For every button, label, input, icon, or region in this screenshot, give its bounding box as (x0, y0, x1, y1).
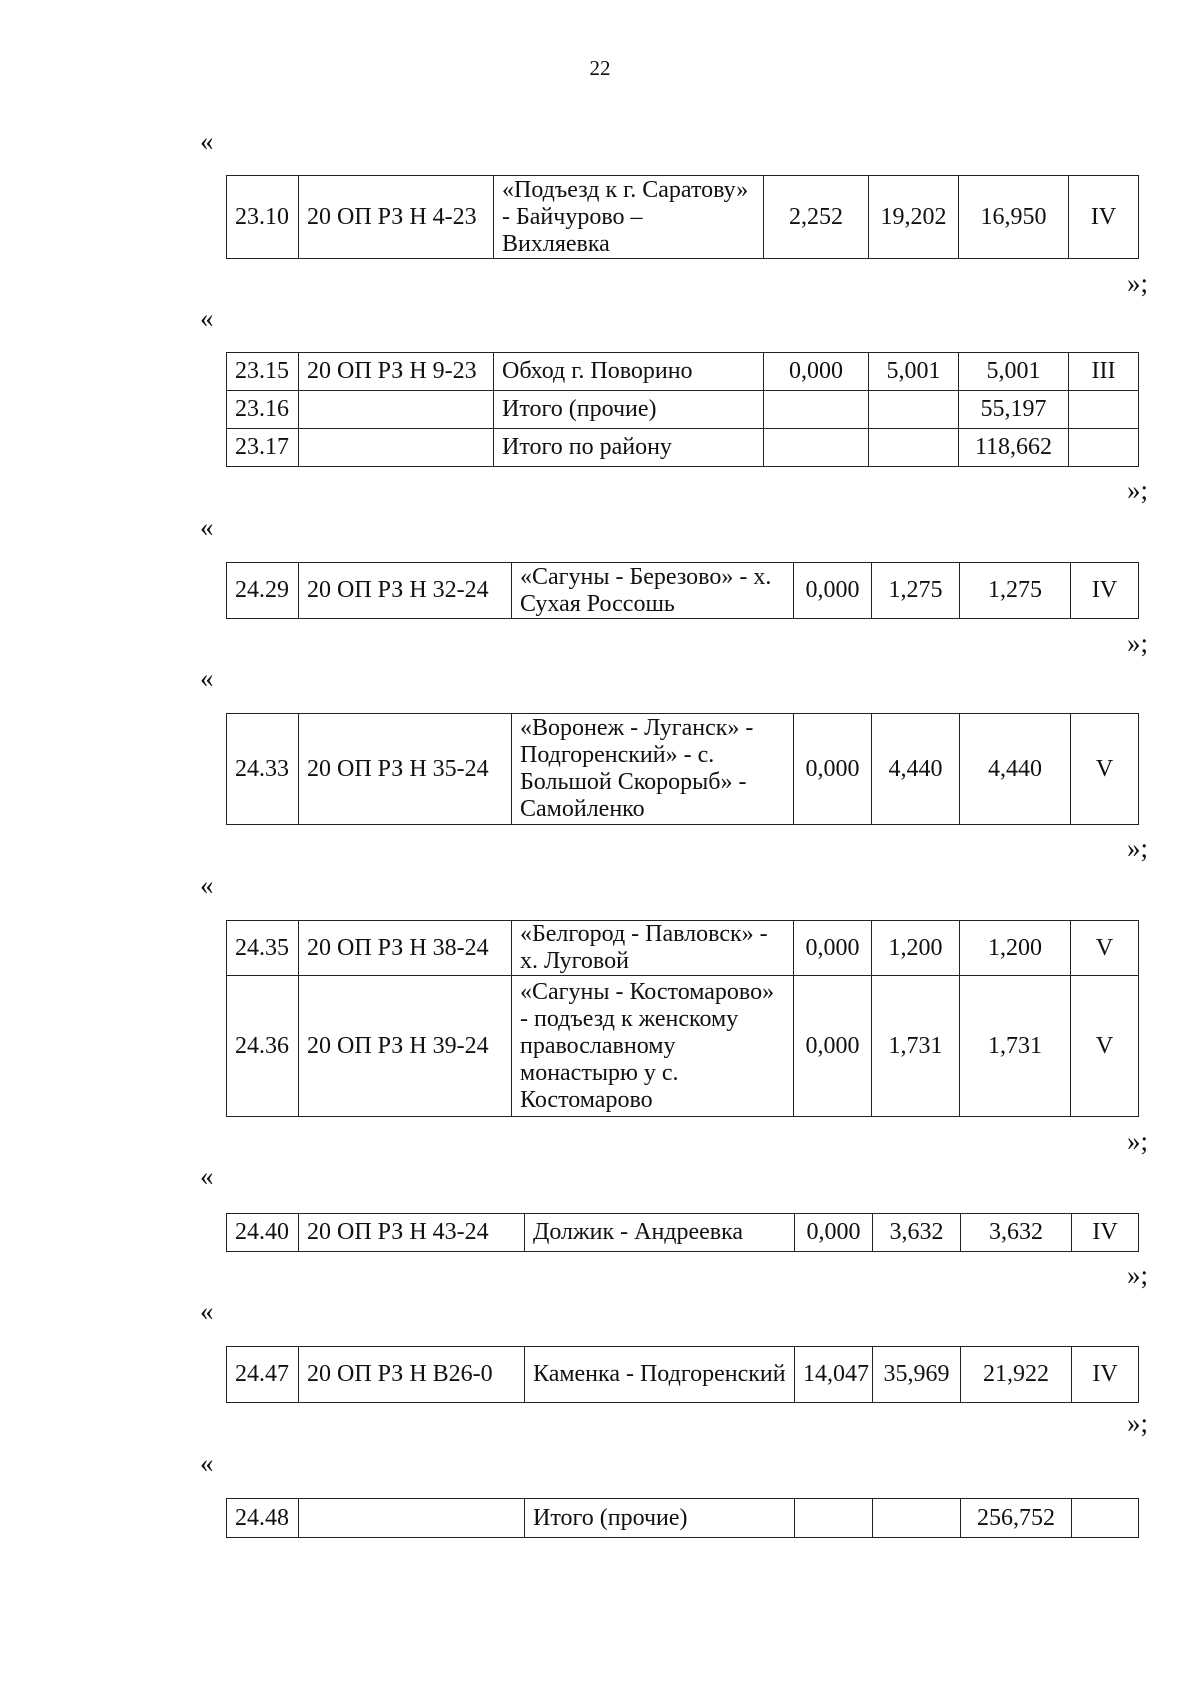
row-number-cell: 24.35 (227, 921, 299, 976)
road-name-cell: Каменка - Подгоренский (525, 1347, 795, 1403)
table-row (227, 353, 1139, 391)
road-table (226, 1213, 1139, 1252)
road-category-cell: IV (1072, 1214, 1139, 1252)
length-km-cell: 16,950 (959, 176, 1069, 259)
road-id-cell: 20 ОП РЗ Н 43-24 (299, 1214, 525, 1252)
table-row (227, 976, 1139, 1117)
length-km-cell: 55,197 (959, 391, 1069, 429)
road-name-cell: «Сагуны - Костомарово» - подъезд к женскому православному монастырю у с. Костомарово (512, 976, 794, 1117)
row-number-cell: 23.15 (227, 353, 299, 391)
length-km-cell: 118,662 (959, 429, 1069, 467)
row-number-cell: 24.29 (227, 563, 299, 619)
opening-quote-mark: « (200, 303, 214, 333)
row-number-cell: 23.10 (227, 176, 299, 259)
table-row (227, 1347, 1139, 1403)
road-id-cell (299, 391, 494, 429)
road-id-cell: 20 ОП РЗ Н 9-23 (299, 353, 494, 391)
table-row (227, 176, 1139, 259)
end-km-cell: 19,202 (869, 176, 959, 259)
row-number-cell: 23.17 (227, 429, 299, 467)
closing-quote-mark: »; (1126, 1408, 1148, 1438)
road-category-cell: IV (1069, 176, 1139, 259)
road-table (226, 1498, 1139, 1538)
opening-quote-mark: « (200, 663, 214, 693)
road-name-cell: «Сагуны - Березово» - х. Сухая Россошь (512, 563, 794, 619)
road-table (226, 562, 1139, 619)
start-km-cell: 0,000 (794, 921, 872, 976)
row-number-cell: 24.33 (227, 714, 299, 825)
end-km-cell (869, 429, 959, 467)
end-km-cell (869, 391, 959, 429)
length-km-cell: 1,200 (960, 921, 1071, 976)
road-table (226, 175, 1139, 259)
road-id-cell: 20 ОП РЗ Н 4-23 (299, 176, 494, 259)
road-name-cell: Итого (прочие) (525, 1499, 795, 1538)
length-km-cell: 3,632 (961, 1214, 1072, 1252)
table-row (227, 429, 1139, 467)
length-km-cell: 1,275 (960, 563, 1071, 619)
end-km-cell: 4,440 (872, 714, 960, 825)
road-id-cell: 20 ОП РЗ Н 39-24 (299, 976, 512, 1117)
start-km-cell: 2,252 (764, 176, 869, 259)
end-km-cell: 1,200 (872, 921, 960, 976)
start-km-cell: 14,047 (795, 1347, 873, 1403)
table-row (227, 1499, 1139, 1538)
table-row (227, 921, 1139, 976)
opening-quote-mark: « (200, 512, 214, 542)
table-row (227, 563, 1139, 619)
length-km-cell: 21,922 (961, 1347, 1072, 1403)
start-km-cell: 0,000 (795, 1214, 873, 1252)
opening-quote-mark: « (200, 1161, 214, 1191)
start-km-cell (764, 391, 869, 429)
road-category-cell: III (1069, 353, 1139, 391)
opening-quote-mark: « (200, 126, 214, 156)
length-km-cell: 1,731 (960, 976, 1071, 1117)
closing-quote-mark: »; (1126, 475, 1148, 505)
road-category-cell (1072, 1499, 1139, 1538)
page-number: 22 (589, 56, 611, 80)
start-km-cell: 0,000 (794, 976, 872, 1117)
end-km-cell: 3,632 (873, 1214, 961, 1252)
length-km-cell: 256,752 (961, 1499, 1072, 1538)
closing-quote-mark: »; (1126, 268, 1148, 298)
start-km-cell: 0,000 (794, 714, 872, 825)
road-category-cell: V (1071, 976, 1139, 1117)
road-id-cell: 20 ОП РЗ Н 32-24 (299, 563, 512, 619)
table-row (227, 1214, 1139, 1252)
road-category-cell: IV (1072, 1347, 1139, 1403)
road-id-cell: 20 ОП РЗ Н В26-0 (299, 1347, 525, 1403)
end-km-cell: 5,001 (869, 353, 959, 391)
length-km-cell: 5,001 (959, 353, 1069, 391)
opening-quote-mark: « (200, 1448, 214, 1478)
road-category-cell: V (1071, 921, 1139, 976)
road-category-cell: V (1071, 714, 1139, 825)
road-id-cell: 20 ОП РЗ Н 35-24 (299, 714, 512, 825)
road-name-cell: Обход г. Поворино (494, 353, 764, 391)
road-name-cell: «Белгород - Павловск» - х. Луговой (512, 921, 794, 976)
road-table (226, 713, 1139, 825)
start-km-cell (795, 1499, 873, 1538)
row-number-cell: 24.47 (227, 1347, 299, 1403)
table-row (227, 391, 1139, 429)
opening-quote-mark: « (200, 870, 214, 900)
road-name-cell: «Воронеж - Луганск» - Подгоренский» - с. Большой Скорорыб» - Самойленко (512, 714, 794, 825)
road-name-cell: «Подъезд к г. Саратову» - Байчурово – Вихляевка (494, 176, 764, 259)
road-id-cell (299, 1499, 525, 1538)
opening-quote-mark: « (200, 1296, 214, 1326)
road-name-cell: Итого по району (494, 429, 764, 467)
road-table (226, 352, 1139, 467)
row-number-cell: 24.36 (227, 976, 299, 1117)
road-table (226, 920, 1139, 1117)
end-km-cell: 1,731 (872, 976, 960, 1117)
closing-quote-mark: »; (1126, 628, 1148, 658)
closing-quote-mark: »; (1126, 1260, 1148, 1290)
road-category-cell: IV (1071, 563, 1139, 619)
road-id-cell (299, 429, 494, 467)
row-number-cell: 24.48 (227, 1499, 299, 1538)
start-km-cell: 0,000 (794, 563, 872, 619)
length-km-cell: 4,440 (960, 714, 1071, 825)
road-table (226, 1346, 1139, 1403)
end-km-cell (873, 1499, 961, 1538)
road-name-cell: Должик - Андреевка (525, 1214, 795, 1252)
row-number-cell: 24.40 (227, 1214, 299, 1252)
table-row (227, 714, 1139, 825)
start-km-cell: 0,000 (764, 353, 869, 391)
row-number-cell: 23.16 (227, 391, 299, 429)
road-category-cell (1069, 391, 1139, 429)
closing-quote-mark: »; (1126, 833, 1148, 863)
end-km-cell: 1,275 (872, 563, 960, 619)
start-km-cell (764, 429, 869, 467)
road-name-cell: Итого (прочие) (494, 391, 764, 429)
road-category-cell (1069, 429, 1139, 467)
road-id-cell: 20 ОП РЗ Н 38-24 (299, 921, 512, 976)
end-km-cell: 35,969 (873, 1347, 961, 1403)
closing-quote-mark: »; (1126, 1126, 1148, 1156)
